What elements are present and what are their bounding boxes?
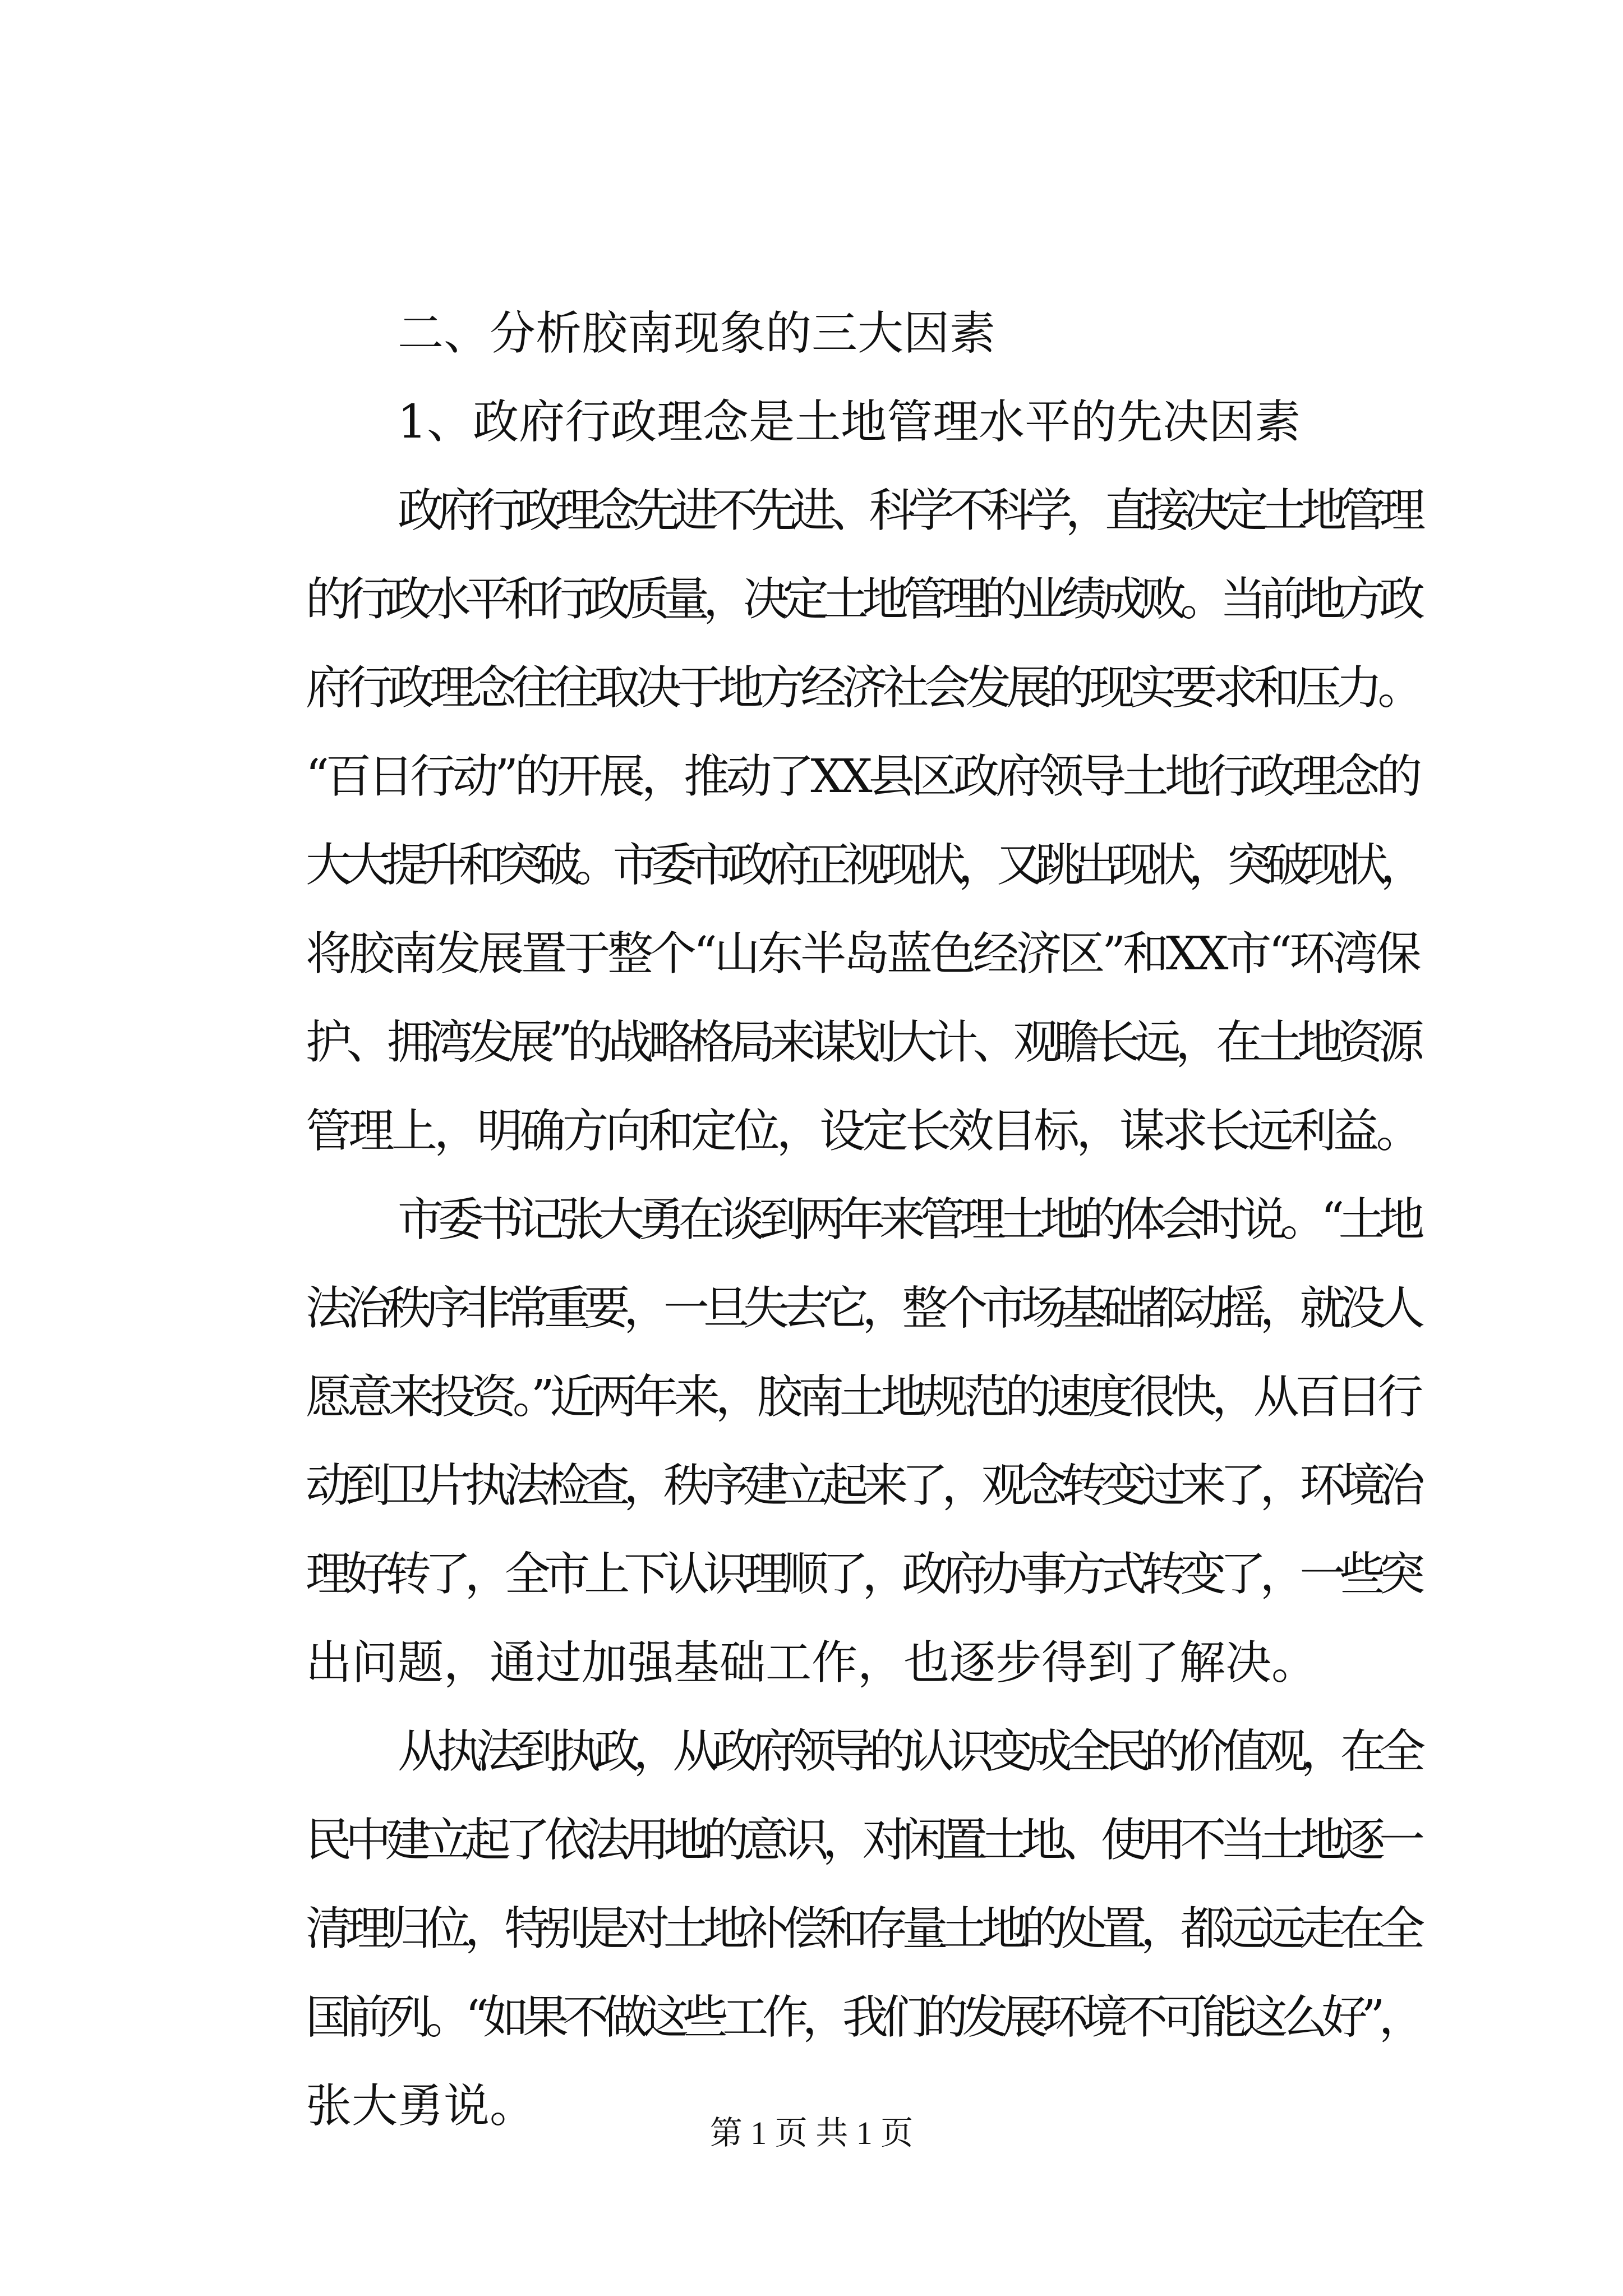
paragraph-line: 国前列。“如果不做这些工作，我们的发展环境不可能这么好”，	[306, 1991, 1419, 2044]
paragraph-line: 法治秩序非常重要，一旦失去它，整个市场基础都动摇，就没人	[306, 1282, 1419, 1335]
paragraph-1	[306, 483, 1419, 1159]
paragraph-line: 清理归位，特别是对土地补偿和存量土地的处置，都远远走在全	[306, 1902, 1419, 1955]
paragraph-line: 政府行政理念先进不先进、科学不科学，直接决定土地管理	[398, 484, 1419, 537]
paragraph-line: 府行政理念往往取决于地方经济社会发展的现实要求和压力。	[306, 661, 1419, 715]
subsection-title-text: 1、政府行政理念是土地管理水平的先决因素	[398, 395, 1301, 449]
paragraph-line: 市委书记张大勇在谈到两年来管理土地的体会时说。“土地	[398, 1193, 1419, 1246]
paragraph-line: “百日行动”的开展，推动了XX县区政府领导土地行政理念的	[306, 750, 1419, 803]
paragraph-line: 出问题，通过加强基础工作，也逐步得到了解决。	[306, 1636, 1318, 1690]
section-title	[306, 306, 1419, 362]
section-title-text: 二、分析胶南现象的三大因素	[398, 307, 996, 360]
paragraph-line: 理好转了，全市上下认识理顺了，政府办事方式转变了，一些突	[306, 1548, 1419, 1601]
paragraph-2	[306, 1192, 1419, 1691]
paragraph-line: 大大提升和突破。市委市政府正视现状，又跳出现状，突破现状，	[306, 839, 1419, 892]
document-body	[306, 306, 1419, 2167]
paragraph-line: 从执法到执政，从政府领导的认识变成全民的价值观，在全	[398, 1725, 1419, 1778]
page-footer: 第 1 页 共 1 页	[709, 2115, 914, 2151]
paragraph-3	[306, 1724, 1419, 2134]
subsection-title	[306, 394, 1419, 450]
paragraph-line: 动到卫片执法检查，秩序建立起来了，观念转变过来了，环境治	[306, 1459, 1419, 1512]
paragraph-line: 张大勇说。	[306, 2079, 536, 2133]
paragraph-line: 愿意来投资。”近两年来，胶南土地规范的速度很快，从百日行	[306, 1370, 1419, 1424]
paragraph-line: 管理上，明确方向和定位，设定长效目标，谋求长远利益。	[306, 1105, 1419, 1158]
paragraph-line: 将胶南发展置于整个“山东半岛蓝色经济区”和XX市“环湾保	[306, 927, 1419, 981]
paragraph-line: 护、拥湾发展”的战略格局来谋划大计、观瞻长远，在土地资源	[306, 1016, 1419, 1069]
paragraph-line: 的行政水平和行政质量，决定土地管理的业绩成败。当前地方政	[306, 573, 1419, 626]
paragraph-line: 民中建立起了依法用地的意识，对闲置土地、使用不当土地逐一	[306, 1814, 1419, 1867]
